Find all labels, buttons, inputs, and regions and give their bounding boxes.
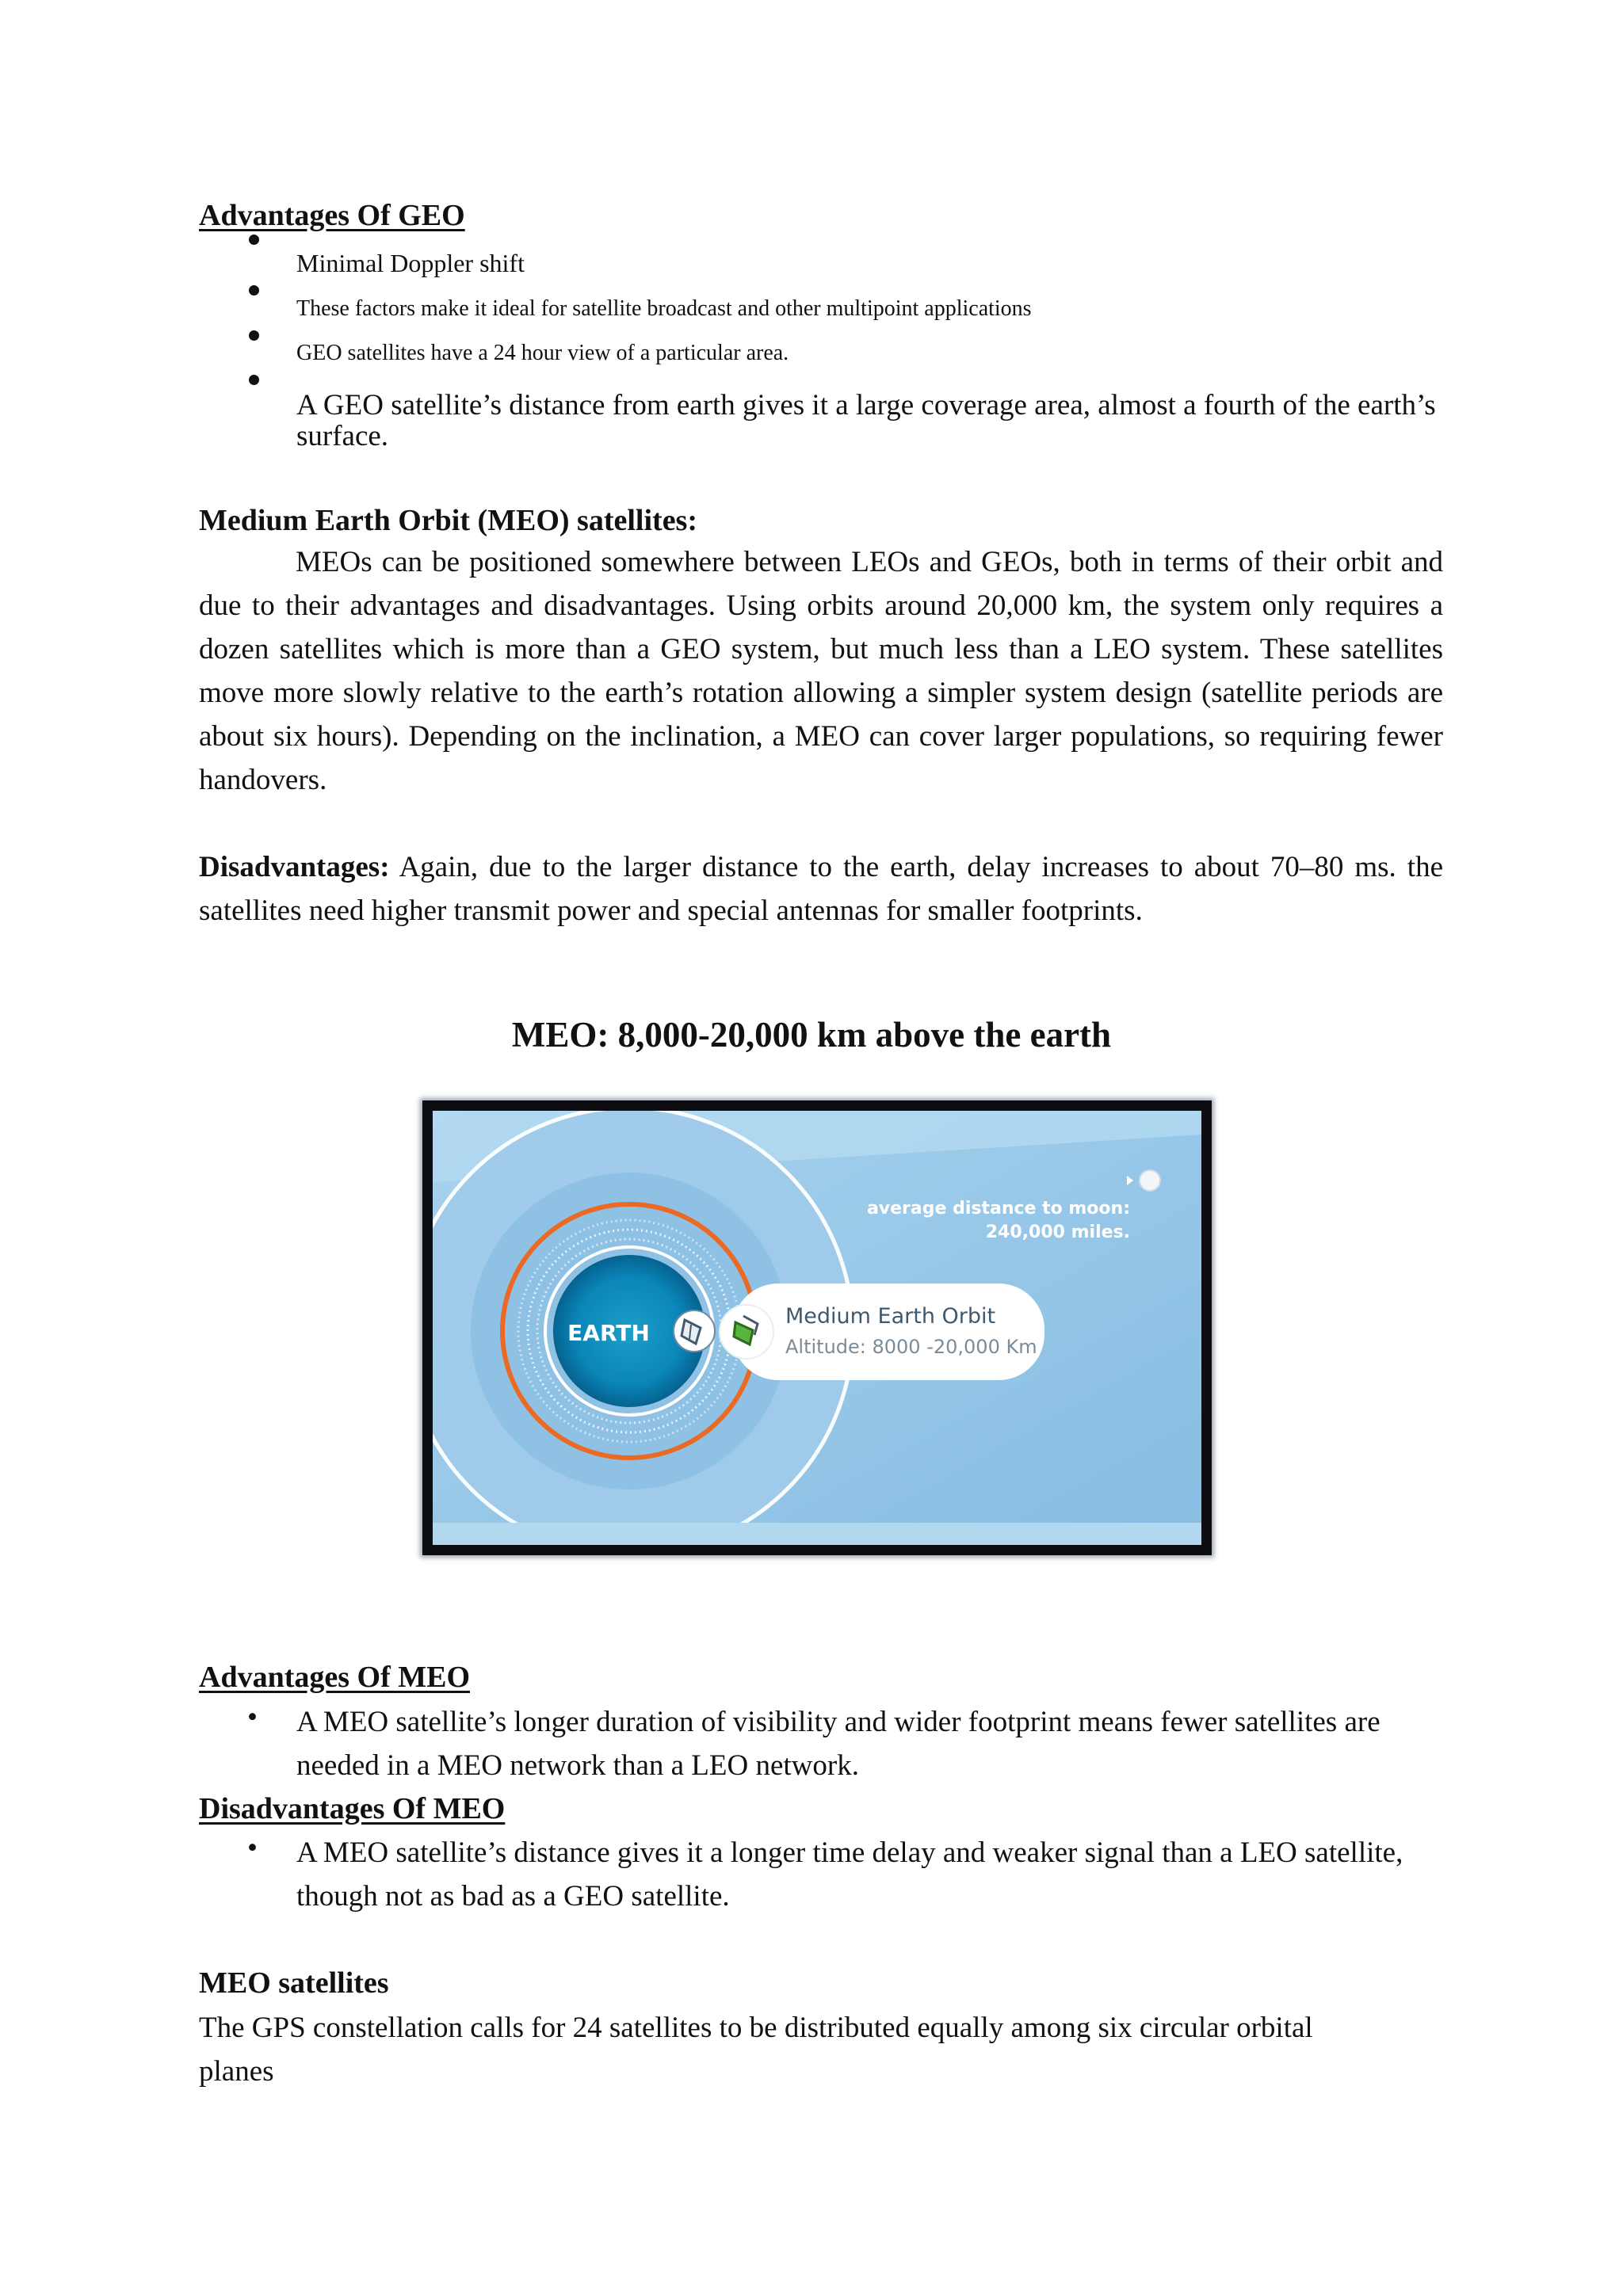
- geo-advantage-item: These factors make it ideal for satellite broadcast and other multipoint applications: [296, 296, 1032, 321]
- meo-orbit-figure: [422, 1100, 1212, 1555]
- satellite-icon: [674, 1310, 715, 1352]
- bullet-dot: [249, 235, 259, 245]
- orbit-altitude-label: Altitude: 8000 -20,000 Km: [785, 1336, 1037, 1358]
- meo-advantage-item: A MEO satellite’s longer duration of visibility and wider footprint means fewer satellites are needed in a MEO network than a LEO network.: [296, 1706, 1381, 1782]
- bullet-dot: [249, 285, 259, 296]
- disadvantages-label: Disadvantages:: [199, 851, 390, 883]
- meo-section-heading: Medium Earth Orbit (MEO) satellites:: [199, 504, 698, 537]
- meo-disadvantage-item: A MEO satellite’s distance gives it a longer time delay and weaker signal than a LEO satellite, though not as bad as a GEO satellite.: [296, 1836, 1403, 1913]
- bullet-dot: [249, 375, 259, 385]
- moon-icon: [1140, 1170, 1160, 1191]
- meo-disadvantages-paragraph: [199, 845, 1443, 933]
- meo-advantages-heading: Advantages Of MEO: [199, 1661, 470, 1694]
- orbit-label-bubble: [732, 1283, 1044, 1380]
- meo-orbit-diagram: [433, 1111, 1201, 1545]
- geo-advantage-item: Minimal Doppler shift: [296, 249, 525, 277]
- orbit-name-label: Medium Earth Orbit: [785, 1304, 996, 1329]
- geo-advantages-heading: Advantages Of GEO: [199, 199, 465, 232]
- bullet-char: •: [247, 1832, 258, 1864]
- meo-satellites-text: The GPS constellation calls for 24 satellites to be distributed equally among six circular orbital planes: [199, 2012, 1313, 2088]
- meo-paragraph-text: MEOs can be positioned somewhere between LEOs and GEOs, both in terms of their orbit and due to their advantages and disadvantages. Using orbits around 20,000 km, the system only requires a dozen satellites which is more than a GEO system, but much less than a LEO system. These satellites move more slowly relative to the earth’s rotation allowing a simpler system design (satellite periods are about six hours). Depending on the inclination, a MEO can cover larger populations, so requiring fewer handovers.: [199, 546, 1443, 796]
- geo-advantage-item: A GEO satellite’s distance from earth gives it a large coverage area, almost a fourth of the earth’s surface.: [296, 389, 1436, 452]
- moon-distance-line1: average distance to moon:: [866, 1199, 1130, 1219]
- earth-label: EARTH: [567, 1320, 650, 1346]
- meo-section-paragraph: [199, 540, 1443, 802]
- meo-disadvantages-heading: Disadvantages Of MEO: [199, 1792, 506, 1825]
- meo-satellites-heading: MEO satellites: [199, 1966, 389, 2000]
- disadvantages-text: Again, due to the larger distance to the earth, delay increases to about 70–80 ms. the satellites need higher transmit power and special antennas for smaller footprints.: [199, 851, 1443, 927]
- bullet-dot: [249, 330, 259, 341]
- bullet-char: •: [247, 1701, 258, 1733]
- figure-title: MEO: 8,000-20,000 km above the earth: [511, 1015, 1112, 1055]
- geo-advantage-item: GEO satellites have a 24 hour view of a particular area.: [296, 341, 789, 365]
- bottom-band: [433, 1523, 1201, 1545]
- moon-distance-line2: 240,000 miles.: [985, 1222, 1130, 1242]
